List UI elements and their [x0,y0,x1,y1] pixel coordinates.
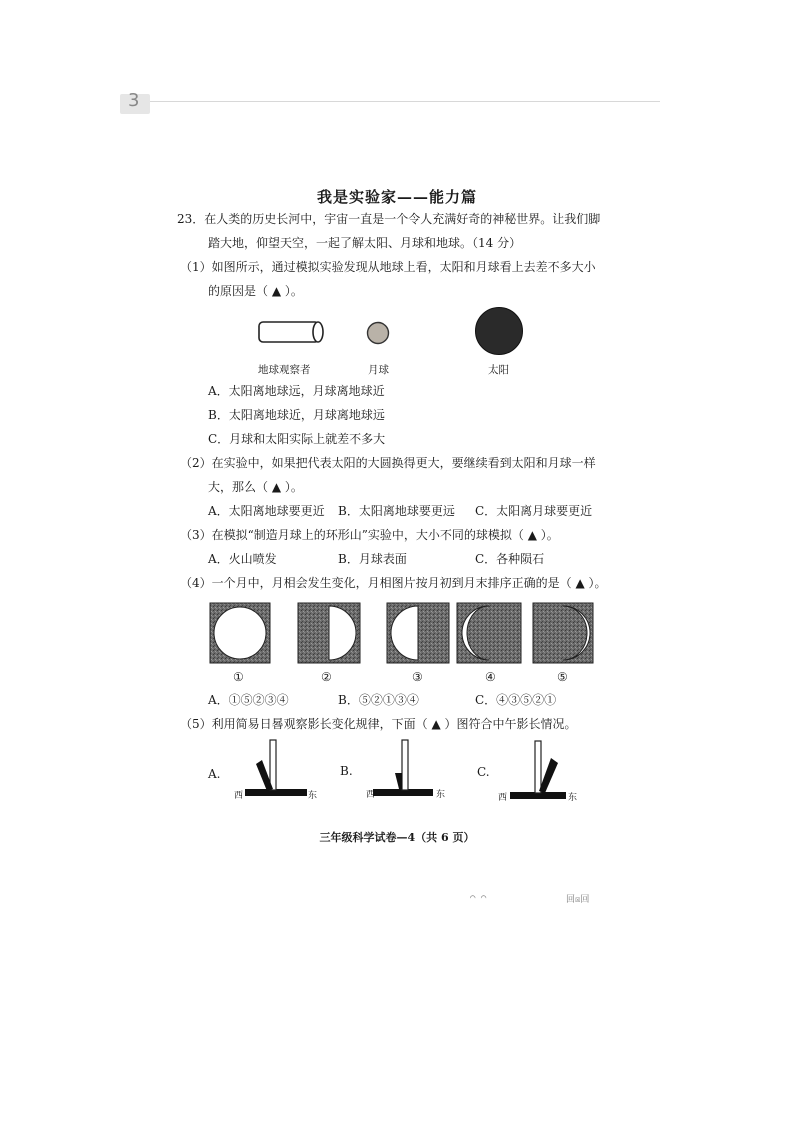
q3-option-b: B．月球表面 [338,552,407,566]
sundial-b-icon [373,740,433,796]
label-moon: 月球 [368,364,389,376]
sundial-b-west: 西 [366,790,376,800]
q4-line1: （4）一个月中，月相会发生变化，月相图片按月初到月末排序正确的是（ ▲ ）。 [180,576,607,590]
phase-number-2: ② [321,670,332,684]
sundial-a-east: 东 [308,791,318,801]
sundial-a-icon [245,740,307,796]
q4-option-b: B．⑤②①③④ [338,693,419,707]
top-divider [150,101,660,102]
q2-option-b: B．太阳离地球要更远 [338,504,455,518]
q5-line1: （5）利用简易日晷观察影长变化规律，下面（ ▲ ）图符合中午影长情况。 [180,717,577,731]
q5-option-a-letter: A. [208,767,221,781]
page-footer: 三年级科学试卷—4（共 6 页） [319,831,475,844]
moon-phase-3-icon [387,603,449,663]
q2-line1: （2）在实验中，如果把代表太阳的大圆换得更大，要继续看到太阳和月球一样 [180,456,596,470]
phase-number-3: ③ [412,670,423,684]
phase-number-1: ① [233,670,244,684]
q3-option-c: C．各种陨石 [475,552,545,566]
q5-option-b-letter: B. [340,764,353,778]
section-title: 我是实验家——能力篇 [316,188,477,206]
q4-option-c: C．④③⑤②① [475,693,557,707]
q1-figure [250,300,540,365]
moon-ball-icon [368,323,389,344]
q2-option-c: C．太阳离月球要更近 [475,504,593,518]
label-observer: 地球观察者 [258,364,311,376]
sundial-c-west: 西 [498,793,508,803]
q5-option-c-letter: C. [477,765,490,779]
sun-ball-icon [476,308,523,355]
label-sun: 太阳 [488,364,509,376]
question-stem-line2: 踏大地，仰望天空，一起了解太阳、月球和地球。（14 分） [208,236,522,250]
q1-line2: 的原因是（ ▲ ）。 [208,284,303,298]
sundial-c-east: 东 [568,793,578,803]
moon-phase-5-icon [533,603,593,663]
moon-phase-1-icon [210,603,270,663]
sundial-a-west: 西 [234,791,244,801]
question-stem-line1: 23．在人类的历史长河中，宇宙一直是一个令人充满好奇的神秘世界。让我们脚 [177,212,601,226]
q3-line1: （3）在模拟“制造月球上的环形山”实验中，大小不同的球模拟（ ▲ ）。 [180,528,559,542]
q2-option-a: A．太阳离地球要更近 [208,504,325,518]
qr-code-icon: 回☒回 [566,895,590,905]
q1-option-a: A．太阳离地球远，月球离地球近 [208,384,385,398]
q1-option-b: B．太阳离地球近，月球离地球远 [208,408,385,422]
q1-option-c: C．月球和太阳实际上就差不多大 [208,432,386,446]
moon-phase-figure [205,598,600,670]
sundial-b-east: 东 [436,790,446,800]
page-number-tab [120,90,150,114]
phase-number-4: ④ [485,670,496,684]
q3-option-a: A．火山喷发 [208,552,277,566]
moon-phase-4-icon [457,603,521,663]
observer-tube-icon [259,322,323,342]
page-number: 3 [128,90,140,111]
q4-option-a: A．①⑤②③④ [208,693,289,707]
phase-number-5: ⑤ [557,670,568,684]
moon-phase-2-icon [298,603,360,663]
sundial-c-icon [510,741,566,799]
q2-line2: 大，那么（ ▲ ）。 [208,480,303,494]
scan-artifact-left: ⌒ ⌒ [470,893,487,903]
q1-line1: （1）如图所示，通过模拟实验发现从地球上看，太阳和月球看上去差不多大小 [180,260,596,274]
sundial-figure [225,735,595,803]
